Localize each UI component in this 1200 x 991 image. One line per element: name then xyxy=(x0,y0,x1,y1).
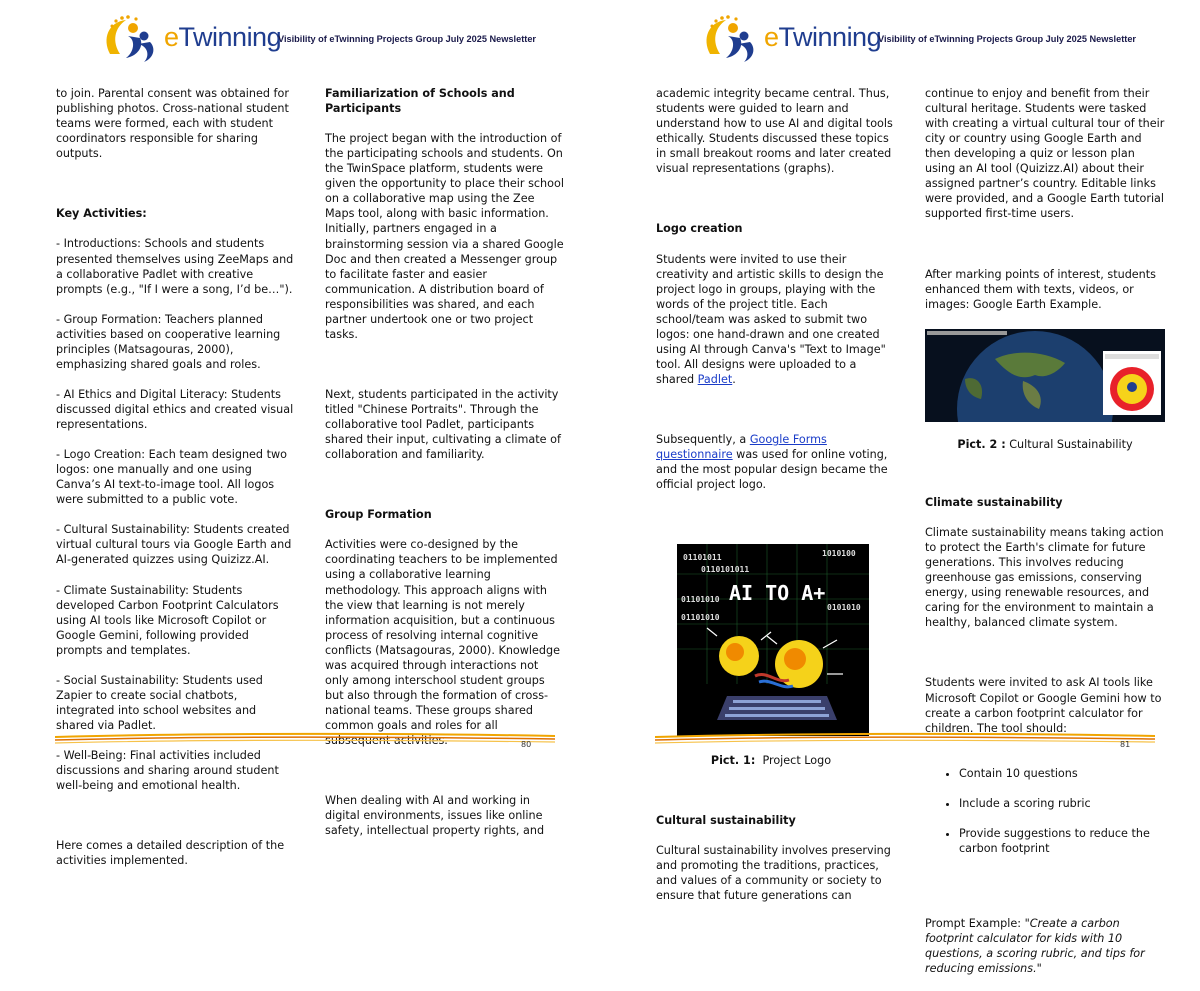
padlet-link[interactable]: Padlet xyxy=(697,372,733,386)
binary-text: 01101010 xyxy=(681,595,720,605)
key-activity-item: - Climate Sustainability: Students developed Carbon Footprint Calculators using AI tools like Microsoft Copilot or Google Gemini, following provided prompts and templates. xyxy=(56,583,279,657)
logo-creation-heading: Logo creation xyxy=(656,222,743,236)
left-column-1 xyxy=(56,71,296,883)
project-logo-image xyxy=(677,544,869,736)
binary-text: 01101010 xyxy=(681,613,720,623)
prompt-example xyxy=(925,916,1165,976)
etwinning-wordmark xyxy=(164,22,281,53)
page-number: 81 xyxy=(1120,740,1131,749)
list-item: • Include a scoring rubric xyxy=(959,796,1165,811)
requirements-list xyxy=(925,751,1165,871)
wordmark-rest: Twinning xyxy=(778,22,882,52)
etwinning-logo-icon xyxy=(100,14,160,64)
climate-paragraph: Climate sustainability means taking action to protect the Earth's climate for future generations. This involves reducing greenhouse gas emissions, conserving energy, using renewable resources, and caring for the environment to maintain a healthy, balanced climate system. xyxy=(925,526,1164,630)
logo-creation-paragraph xyxy=(656,252,896,387)
wordmark-e: e xyxy=(164,22,179,52)
key-activity-item: - Well-Being: Final activities included discussions and sharing around student well-being and emotional health. xyxy=(56,749,279,793)
pict1-label: Pict. 1: xyxy=(710,754,756,768)
logo-paragraph-text: Students were invited to use their creativity and artistic skills to design the project logo in groups, playing with the words of the project title. Each school/team was asked to submit two logos: one hand-drawn and one created using AI through Canva's "Text to Image" tool. All designs were uploaded to a shared xyxy=(656,252,886,386)
prompt-label: Prompt Example: xyxy=(925,917,1025,931)
pict2-label: Pict. 2 : xyxy=(957,437,1006,451)
key-activity-item: - AI Ethics and Digital Literacy: Students discussed digital ethics and created visual representations. xyxy=(56,387,294,432)
key-activities-heading: Key Activities: xyxy=(56,207,147,221)
voting-text-b: was used for online voting, and the most popular design became the official project logo. xyxy=(656,448,888,492)
list-item: • Provide suggestions to reduce the carbon footprint xyxy=(959,826,1165,856)
page-header xyxy=(700,14,1170,64)
outro-paragraph: Here comes a detailed description of the activities implemented. xyxy=(56,839,285,868)
binary-text: 0110101011 xyxy=(701,565,750,575)
key-activity-item: - Logo Creation: Each team designed two logos: one manually and one using Canva’s AI text-to-image tool. All logos were submitted to a public vote. xyxy=(56,448,287,507)
group-formation-heading: Group Formation xyxy=(325,508,432,522)
google-forms-link[interactable]: Google Forms questionnaire xyxy=(656,433,827,462)
key-activity-item: - Social Sustainability: Students used Zapier to create social chatbots, integrated into school websites and shared via Padlet. xyxy=(56,673,263,732)
climate-sustainability-heading: Climate sustainability xyxy=(925,495,1063,509)
cultural-tour-paragraph: continue to enjoy and benefit from their cultural heritage. Students were tasked with creating a virtual cultural tour of their city or country using Google Earth and then developing a quiz or lesson plan using an AI tool (Quizizz.AI) about their assigned partner’s country. Editable links were provided, and a Google Earth tutorial supported first-time users. xyxy=(925,87,1165,221)
google-earth-screenshot xyxy=(925,329,1165,422)
logo-paragraph-end: . xyxy=(732,372,736,386)
academic-integrity-paragraph: academic integrity became central. Thus, students were guided to learn and understand how to use AI and digital tools ethically. Students discussed these topics in small breakout rooms and later created visual representations (graphs). xyxy=(656,87,893,176)
prompt-text: "Create a carbon footprint calculator for kids with 10 questions, a scoring rubric, and tips for reducing emissions." xyxy=(925,917,1145,976)
familiarization-paragraph: The project began with the introduction of the participating schools and students. On the TwinSpace platform, students were given the opportunity to place their school on a collaborative map using the Zee Maps tool, along with basic information. Initially, partners engaged in a brainstorming session via a shared Google Doc and then created a Messenger group to facilitate faster and easier communication. A distribution board of responsibilities was shared, and each partner undertook one or two project tasks. xyxy=(325,132,564,341)
newsletter-title: Visibility of eTwinning Projects Group July 2025 Newsletter xyxy=(278,34,536,44)
calculator-paragraph: Students were invited to ask AI tools like Microsoft Copilot or Google Gemini how to create a carbon footprint calculator for children. The tool should: xyxy=(925,676,1162,735)
pict1-caption-text: Project Logo xyxy=(762,754,832,768)
ai-safety-paragraph: When dealing with AI and working in digital environments, issues like online safety, intellectual property rights, and xyxy=(325,794,545,838)
footer-swoosh-decoration xyxy=(655,731,1155,751)
list-item: • Contain 10 questions xyxy=(959,766,1165,781)
right-column-1 xyxy=(656,71,896,918)
voting-text-a: Subsequently, a xyxy=(656,433,750,447)
pict1-caption xyxy=(656,753,886,768)
key-activity-item: - Introductions: Schools and students presented themselves using ZeeMaps and a collaborative Padlet with creative prompts (e.g., "If I were a song, I’d be…"). xyxy=(56,237,294,296)
newsletter-title: Visibility of eTwinning Projects Group July 2025 Newsletter xyxy=(878,34,1136,44)
wordmark-rest: Twinning xyxy=(178,22,282,52)
page-header xyxy=(100,14,570,64)
logo-art-title: AI TO A+ xyxy=(729,581,826,606)
intro-paragraph: to join. Parental consent was obtained for publishing photos. Cross-national student teams were formed, each with student coordinators responsible for sharing outputs. xyxy=(56,87,289,161)
key-activity-item: - Group Formation: Teachers planned activities based on cooperative learning principles (Matsagouras, 2000), emphasizing shared goals and roles. xyxy=(56,312,281,371)
binary-text: 0101010 xyxy=(827,603,861,613)
group-formation-paragraph: Activities were co-designed by the coordinating teachers to be implemented using a collaborative learning methodology. This approach aligns with the view that learning is not merely information acquisition, but a continuous process of resolving internal cognitive conflicts (Matsagouras, 2000). Knowledge was acquired through interactions not only among interschool student groups but also through the formation of cross-national teams. These groups shared common goals and roles for all subsequent activities. xyxy=(325,538,560,747)
key-activity-item: - Cultural Sustainability: Students created virtual cultural tours via Google Earth and AI-generated quizzes using Quizizz.AI. xyxy=(56,523,292,567)
page-number: 80 xyxy=(521,740,532,749)
cultural-sustainability-heading: Cultural sustainability xyxy=(656,813,796,827)
binary-text: 1010100 xyxy=(822,549,856,559)
chinese-portraits-paragraph: Next, students participated in the activity titled "Chinese Portraits". Through the collaborative tool Padlet, participants shared their input, cultivating a climate of collaboration and familiarity. xyxy=(325,387,561,462)
familiarization-heading: Familiarization of Schools and Participants xyxy=(325,87,515,116)
footer-swoosh-decoration xyxy=(55,731,555,751)
etwinning-wordmark xyxy=(764,22,881,53)
voting-paragraph xyxy=(656,432,896,492)
newsletter-page-left xyxy=(0,0,600,868)
pict2-caption-text: Cultural Sustainability xyxy=(1009,437,1133,451)
etwinning-logo-icon xyxy=(700,14,760,64)
binary-text: 01101011 xyxy=(683,553,722,563)
google-earth-paragraph: After marking points of interest, students enhanced them with texts, videos, or images: Google Earth Example. xyxy=(925,267,1156,311)
wordmark-e: e xyxy=(764,22,779,52)
newsletter-page-right xyxy=(600,0,1200,976)
pict2-caption xyxy=(925,437,1165,452)
cultural-sustainability-paragraph: Cultural sustainability involves preserving and promoting the traditions, practices, and values of a community or society to ensure that future generations can xyxy=(656,843,891,902)
right-column-2 xyxy=(925,71,1165,991)
